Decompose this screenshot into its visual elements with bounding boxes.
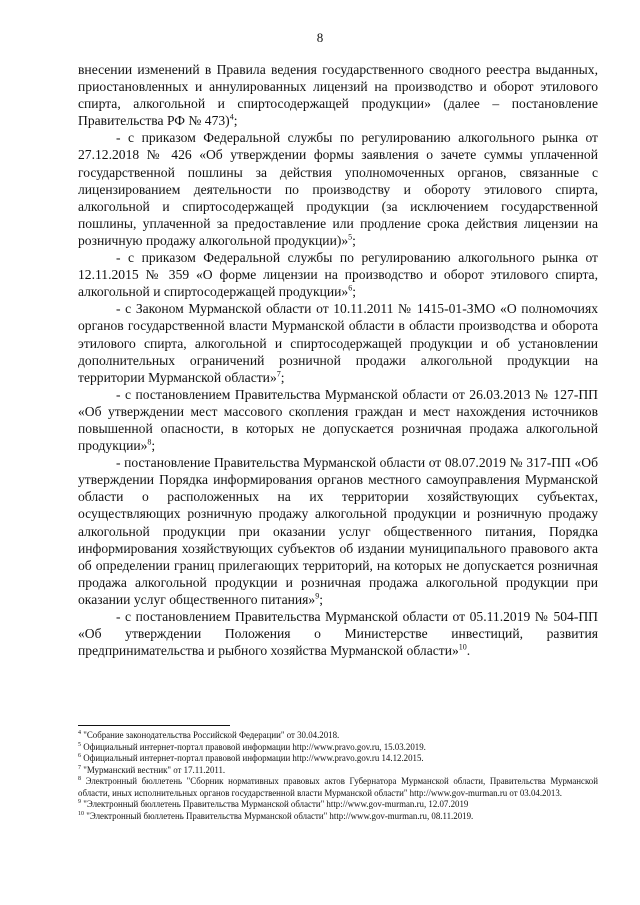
paragraph-law-1415 [78, 300, 598, 385]
paragraph-order-359 [78, 249, 598, 300]
page-number: 8 [316, 30, 324, 45]
footnote-ref: 10 [458, 642, 467, 652]
paragraph-end: ; [151, 438, 156, 454]
footnote-text: "Электронный бюллетень Правительства Мурманской области" http://www.gov-murman.ru, 12.07.2019 [83, 799, 469, 809]
footnote [78, 811, 598, 823]
paragraph-end: ; [352, 284, 356, 300]
footnote-text: "Мурманский вестник" от 17.11.2011. [83, 764, 226, 775]
footnote-number: 7 [78, 764, 81, 771]
footnote-ref: 5 [348, 232, 353, 242]
footnote [78, 765, 598, 777]
footnote-separator [78, 725, 230, 726]
paragraph-text: - с Законом Мурманской области от 10.11.2011 № 1415-01-ЗМО «О полномочиях органов государственной власти Мурманской области в области производства и оборота этилового спирта, алкогольной и спиртосодержащей продукции и об установлении дополнительных ограничений розничной продажи алкогольной продукции на территории Мурманской области» [78, 301, 598, 385]
paragraph-end: ; [319, 591, 323, 607]
paragraph-resolution-504 [78, 608, 598, 659]
footnote-ref: 6 [348, 283, 353, 293]
paragraph-resolution-317 [78, 454, 598, 608]
footnote-ref: 7 [276, 369, 281, 379]
footnote-ref: 4 [229, 112, 234, 122]
footnote-text: Официальный интернет-портал правовой информации http://www.pravo.gov.ru, 15.03.2019. [83, 741, 426, 752]
footnote [78, 776, 598, 799]
footnote-ref: 8 [147, 437, 152, 447]
paragraph-continuation [78, 61, 598, 129]
paragraph-text: - с постановлением Правительства Мурманской области от 05.11.2019 № 504-ПП «Об утверждении Положения о Министерстве инвестиций, развития предпринимательства и рыбного хозяйства Мурманской области» [78, 609, 598, 659]
paragraph-resolution-127 [78, 386, 598, 454]
footnote-number: 5 [78, 741, 81, 748]
paragraph-end: ; [233, 113, 238, 129]
footnote-number: 10 [78, 810, 84, 817]
body-text [78, 61, 598, 659]
paragraph-text: - с приказом Федеральной службы по регулированию алкогольного рынка от 12.11.2015 № 359 «О форме лицензии на производство и оборот этилового спирта, алкогольной и спиртосодержащей продукции» [78, 250, 598, 300]
footnote-number: 6 [78, 753, 81, 760]
footnote-ref: 9 [315, 591, 320, 601]
paragraph-text: - с приказом Федеральной службы по регулированию алкогольного рынка от 27.12.2018 № 426 «Об утверждении формы заявления о зачете суммы уплаченной государственной пошлины за действия уполномоченных органов, связанные с лицензированием деятельности по производству и обороту этилового спирта, алкогольной и спиртосодержащей продукции (за исключением государственной пошлины, уплаченной за предоставление или продление срока действия лицензии на розничную продажу алкогольной продукции)» [78, 130, 598, 248]
footnote-text: "Собрание законодательства Российской Федерации" от 30.04.2018. [83, 730, 340, 740]
footnote [78, 753, 598, 765]
footnote-number: 8 [78, 776, 81, 783]
paragraph-text: внесении изменений в Правила ведения государственного сводного реестра выданных, приостановленных и аннулированных лицензий на производство и оборот этилового спирта, алкогольной и спиртосодержащей продукции» (далее – постановление Правительства РФ № 473) [78, 62, 598, 129]
paragraph-order-426 [78, 129, 598, 249]
footnote-text: Официальный интернет-портал правовой информации http://www.pravo.gov.ru 14.12.2015. [83, 753, 424, 763]
footnote [78, 730, 598, 742]
paragraph-text: - с постановлением Правительства Мурманской области от 26.03.2013 № 127-ПП «Об утверждении мест массового скопления граждан и мест нахождения источников повышенной опасности, в которых не допускается розничная продажа алкогольной продукции» [78, 386, 598, 454]
footnote-number: 9 [78, 799, 81, 806]
footnote-text: Электронный бюллетень "Сборник нормативных правовых актов Губернатора Мурманской области, Правительства Мурманской области, иных исполнительных органов государственной власти Мурманской области" http://www.gov-murman.ru от 03.04.2013. [78, 776, 598, 798]
paragraph-end: . [466, 643, 471, 659]
footnote [78, 799, 598, 811]
footnote-number: 4 [78, 730, 81, 737]
footnotes [78, 730, 598, 822]
paragraph-end: ; [280, 369, 285, 385]
footnote-text: "Электронный бюллетень Правительства Мурманской области" http://www.gov-murman.ru, 08.11.2019. [86, 810, 474, 821]
paragraph-end: ; [352, 232, 356, 248]
footnote [78, 742, 598, 754]
paragraph-text: - постановление Правительства Мурманской области от 08.07.2019 № 317-ПП «Об утверждении Порядка информирования органов местного самоуправления Мурманской области о расположенных на их территории хозяйствующих субъектах, осуществляющих розничную продажу алкогольной продукции и розничную продажу алкогольной продукции при оказании услуг общественного питания, Порядка информирования хозяйствующих субъектов об издании муниципального правового акта об определении границ прилегающих территорий, на которых не допускается розничная продажа алкогольной продукции и розничная продажа алкогольной продукции при оказании услуг общественного питания» [78, 455, 598, 607]
